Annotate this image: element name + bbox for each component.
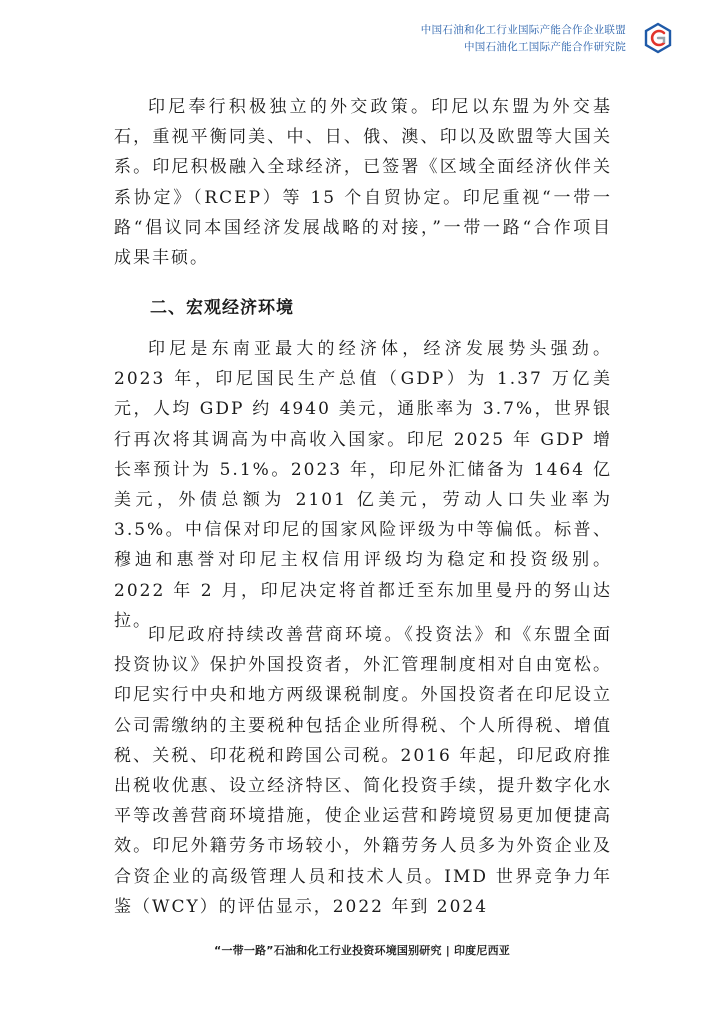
header-org-line-1: 中国石油和化工行业国际产能合作企业联盟 xyxy=(420,24,626,36)
page-footer: “一带一路”石油和化工行业投资环境国别研究 | 印度尼西亚 xyxy=(214,944,510,957)
paragraph-macro-economy: 印尼是东南亚最大的经济体，经济发展势头强劲。2023 年，印尼国民生产总值（GDP）为 1.37 万亿美元，人均 GDP 约 4940 美元，通胀率为 3.7%，世界银行再次将其调高为中高收入国家。印尼 2025 年 GDP 增长率预计为 5.1%。2023 年，印尼外汇储备为 1464 亿美元，外债总额为 2101 亿美元，劳动人口失业率为 3.5%。中信保对印尼的国家风险评级为中等偏低。标普、穆迪和惠誉对印尼主权信用评级均为稳定和投资级别。2022 年 2 月，印尼决定将首都迁至东加里曼丹的努山达拉。 xyxy=(114,339,612,631)
page-header xyxy=(421,22,626,56)
alliance-logo-icon xyxy=(642,22,674,54)
paragraph-business-environment: 印尼政府持续改善营商环境。《投资法》和《东盟全面投资协议》保护外国投资者，外汇管理制度相对自由宽松。印尼实行中央和地方两级课税制度。外国投资者在印尼设立公司需缴纳的主要税种包括企业所得税、个人所得税、增值税、关税、印花税和跨国公司税。2016 年起，印尼政府推出税收优惠、设立经济特区、简化投资手续，提升数字化水平等改善营商环境措施，使企业运营和跨境贸易更加便捷高效。印尼外籍劳务市场较小，外籍劳务人员多为外资企业及合资企业的高级管理人员和技术人员。IMD 世界竞争力年鉴（WCY）的评估显示，2022 年到 2024 xyxy=(114,625,612,917)
header-org-line-2: 中国石油化工国际产能合作研究院 xyxy=(464,41,626,53)
section-heading-macro-economy: 二、宏观经济环境 xyxy=(150,298,294,318)
paragraph-foreign-policy: 印尼奉行积极独立的外交政策。印尼以东盟为外交基石，重视平衡同美、中、日、俄、澳、印以及欧盟等大国关系。印尼积极融入全球经济，已签署《区域全面经济伙伴关系协定》（RCEP）等 15 个自贸协定。印尼重视“一带一路“倡议同本国经济发展战略的对接，”一带一路“合作项目成果丰硕。 xyxy=(114,97,612,269)
